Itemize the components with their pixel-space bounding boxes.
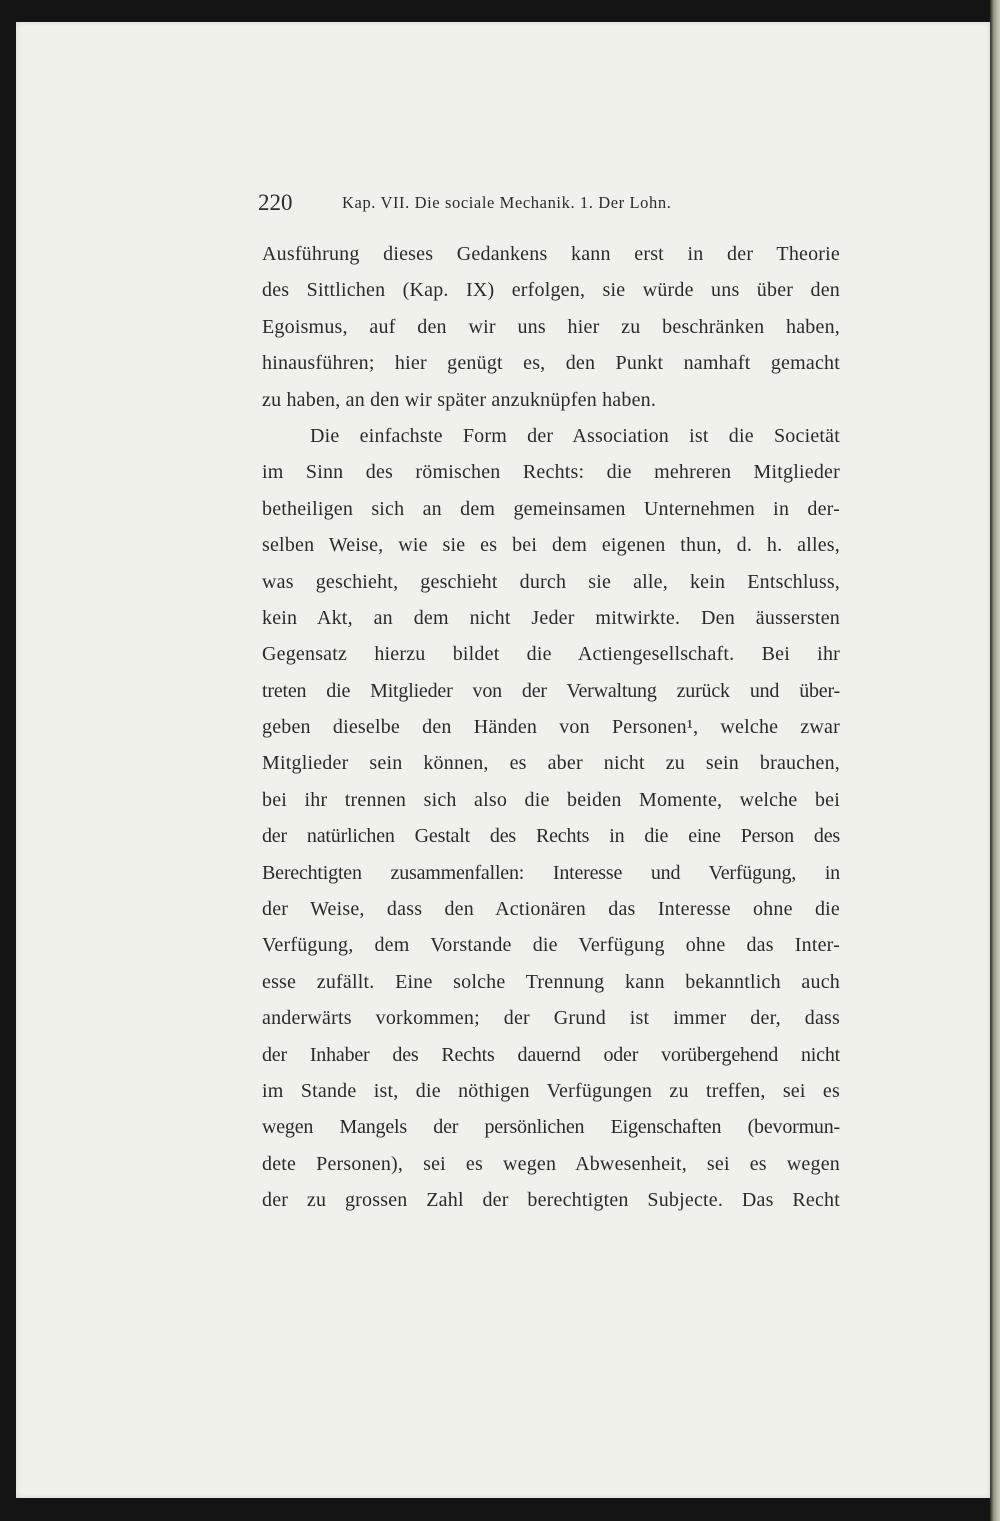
text-line: Gegensatz hierzu bildet die Actiengesellschaft. Bei ihr (262, 643, 840, 666)
text-line: der Inhaber des Rechts dauernd oder vorübergehend nicht (262, 1043, 840, 1066)
text-line: Berechtigten zusammenfallen: Interesse und Verfügung, in (262, 861, 840, 884)
page-number: 220 (258, 190, 293, 215)
text-line: Egoismus, auf den wir uns hier zu beschränken haben, (262, 315, 840, 338)
page-edge (990, 0, 1000, 1521)
text-line: esse zufällt. Eine solche Trennung kann bekanntlich auch (262, 970, 840, 993)
text-line: was geschieht, geschieht durch sie alle, kein Entschluss, (262, 570, 840, 593)
text-line: im Sinn des römischen Rechts: die mehreren Mitglieder (262, 461, 840, 484)
text-line: treten die Mitglieder von der Verwaltung zurück und über- (262, 679, 840, 702)
text-line: anderwärts vorkommen; der Grund ist immer der, dass (262, 1007, 840, 1030)
running-head: Kap. VII. Die sociale Mechanik. 1. Der Lohn. (342, 193, 672, 212)
text-line: der natürlichen Gestalt des Rechts in die eine Person des (262, 825, 840, 848)
text-line: dete Personen), sei es wegen Abwesenheit, sei es wegen (262, 1152, 840, 1175)
text-line: bei ihr trennen sich also die beiden Momente, welche bei (262, 788, 840, 811)
text-line: im Stande ist, die nöthigen Verfügungen zu treffen, sei es (262, 1079, 840, 1102)
text-line: der zu grossen Zahl der berechtigten Subjecte. Das Recht (262, 1189, 840, 1212)
text-line: Mitglieder sein können, es aber nicht zu sein brauchen, (262, 752, 840, 775)
text-line: betheiligen sich an dem gemeinsamen Unternehmen in der- (262, 497, 840, 520)
text-line: geben dieselbe den Händen von Personen¹, welche zwar (262, 716, 840, 739)
text-line: zu haben, an den wir später anzuknüpfen haben. (262, 388, 657, 411)
text-line: kein Akt, an dem nicht Jeder mitwirkte. Den äussersten (262, 606, 840, 629)
text-line: wegen Mangels der persönlichen Eigenschaften (bevormun- (262, 1116, 840, 1139)
paragraph-start-line: Die einfachste Form der Association ist die Societät (310, 424, 840, 447)
text-line: des Sittlichen (Kap. IX) erfolgen, sie würde uns über den (262, 279, 840, 302)
text-line: selben Weise, wie sie es bei dem eigenen thun, d. h. alles, (262, 534, 840, 557)
page-header (258, 190, 758, 220)
text-line: der Weise, dass den Actionären das Interesse ohne die (262, 898, 840, 921)
body-text (262, 236, 840, 1219)
text-line: Ausführung dieses Gedankens kann erst in der Theorie (262, 243, 840, 265)
text-line: Verfügung, dem Vorstande die Verfügung ohne das Inter- (262, 934, 840, 957)
text-line: hinausführen; hier genügt es, den Punkt namhaft gemacht (262, 352, 840, 375)
